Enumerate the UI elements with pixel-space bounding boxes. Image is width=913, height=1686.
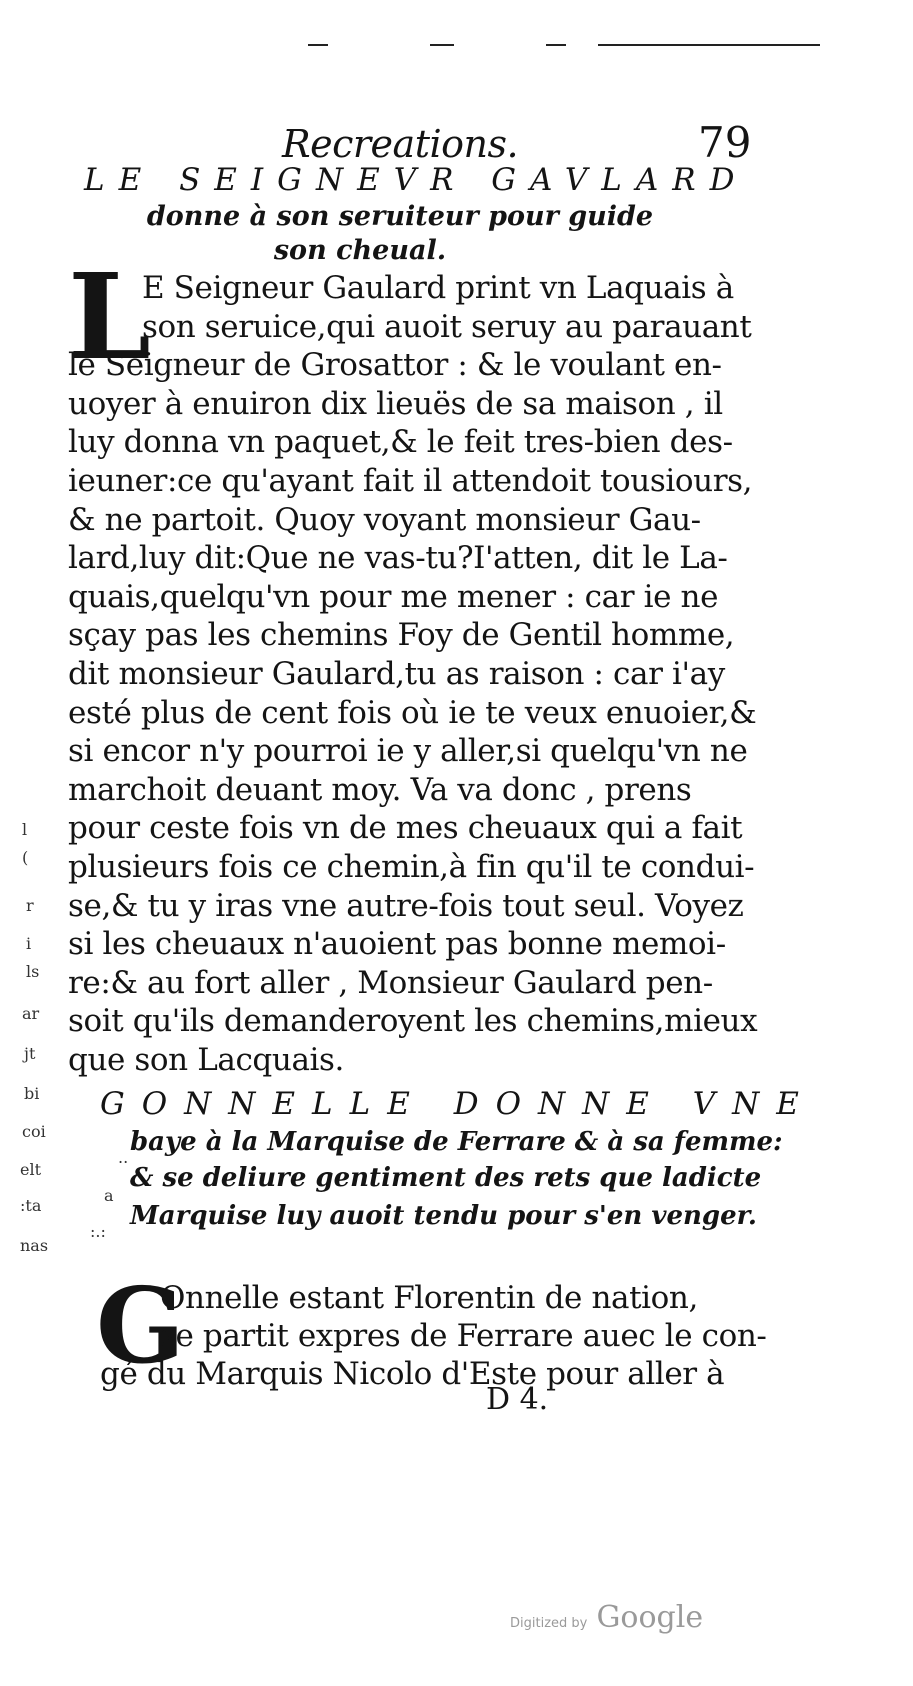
- story1-body-line: que son Lacquais.: [68, 1042, 344, 1078]
- margin-mark: elt: [20, 1160, 42, 1179]
- story1-body-line: re:& au fort aller , Monsieur Gaulard pen-: [68, 964, 713, 1001]
- margin-mark: :ta: [20, 1196, 42, 1215]
- story1-body-line: uoyer à enuiron dix lieuës de sa maison , il: [68, 385, 723, 422]
- margin-mark: l: [22, 820, 28, 839]
- story1-body-line: E Seigneur Gaulard print vn Laquais à: [142, 270, 734, 306]
- story1-body-line: sçay pas les chemins Foy de Gentil homme,: [68, 617, 735, 654]
- story1-body-line: se,& tu y iras vne autre-fois tout seul. Voyez: [68, 887, 744, 924]
- page-number: 79: [698, 118, 752, 167]
- margin-mark: r: [26, 896, 34, 915]
- margin-mark: (: [22, 848, 29, 867]
- story1-body-line: dit monsieur Gaulard,tu as raison : car i'ay: [68, 656, 725, 692]
- margin-mark: jt: [24, 1044, 36, 1063]
- margin-mark: bi: [24, 1084, 40, 1103]
- top-rule-right: [598, 44, 820, 46]
- stub-mark-1: ..: [118, 1148, 129, 1167]
- story2-subtitle-line-3: Marquise luy auoit tendu pour s'en venger.: [130, 1201, 757, 1231]
- story1-body-line: si encor n'y pourroi ie y aller,si quelqu'vn ne: [68, 733, 748, 770]
- story1-body-line: luy donna vn paquet,& le feit tres-bien des-: [68, 424, 733, 461]
- story1-body-line: ieuner:ce qu'ayant fait il attendoit tousiours,: [68, 463, 753, 499]
- running-head: Recreations.: [282, 122, 519, 166]
- margin-mark: i: [26, 934, 32, 953]
- top-rule-mid-1: [430, 44, 454, 46]
- watermark-brand: Google: [596, 1600, 704, 1635]
- story2-title: GONNELLE DONNE VNE: [100, 1086, 816, 1122]
- story1-body-line: lard,luy dit:Que ne vas-tu?I'atten, dit le La-: [68, 540, 728, 577]
- story1-body-line: plusieurs fois ce chemin,à fin qu'il te condui-: [68, 849, 755, 885]
- story1-body-line: esté plus de cent fois où ie te veux enuoier,&: [68, 694, 757, 731]
- story2-body-line: gé du Marquis Nicolo d'Este pour aller à: [100, 1356, 725, 1392]
- story2-body-line: Onnelle estant Florentin de nation,: [160, 1280, 698, 1316]
- story1-body-line: & ne partoit. Quoy voyant monsieur Gau-: [68, 501, 701, 538]
- story2-body-line: se partit expres de Ferrare auec le con-: [160, 1318, 767, 1354]
- story2-subtitle-line-2: & se deliure gentiment des rets que ladicte: [130, 1163, 762, 1193]
- story1-body-line: marchoit deuant moy. Va va donc , prens: [68, 771, 692, 808]
- digitized-by-google-watermark: [510, 1600, 703, 1635]
- margin-mark: ar: [22, 1004, 40, 1023]
- story1-title: LE SEIGNEVR GAVLARD: [84, 162, 749, 198]
- story1-subtitle-line-2: son cheual.: [273, 235, 447, 266]
- story1-body-line: son seruice,qui auoit seruy au parauant: [142, 308, 752, 345]
- top-rule-left: [308, 44, 328, 46]
- story1-body-line: soit qu'ils demanderoyent les chemins,mieux: [68, 1003, 758, 1040]
- story1-body-line: quais,quelqu'vn pour me mener : car ie ne: [68, 578, 719, 615]
- story1-subtitle-line-1: donne à son seruiteur pour guide: [146, 201, 654, 232]
- watermark-prefix: Digitized by: [510, 1616, 588, 1631]
- margin-mark: nas: [20, 1236, 49, 1255]
- stub-mark-3: :.:: [90, 1222, 106, 1241]
- top-rule-mid-2: [546, 44, 566, 46]
- story2-dropcap: G: [96, 1264, 185, 1387]
- story2-subtitle-line-1: baye à la Marquise de Ferrare & à sa femme:: [130, 1127, 783, 1157]
- story1-dropcap: L: [68, 247, 151, 386]
- margin-mark: coi: [22, 1122, 46, 1141]
- story1-body-line: pour ceste fois vn de mes cheuaux qui a fait: [68, 810, 743, 847]
- story1-body-line: le Seigneur de Grosattor : & le voulant en-: [68, 347, 722, 384]
- margin-mark: ls: [26, 962, 40, 981]
- story1-body-line: si les cheuaux n'auoient pas bonne memoi-: [68, 926, 726, 963]
- signature-mark: D 4.: [486, 1382, 549, 1417]
- stub-mark-2: a: [104, 1186, 114, 1205]
